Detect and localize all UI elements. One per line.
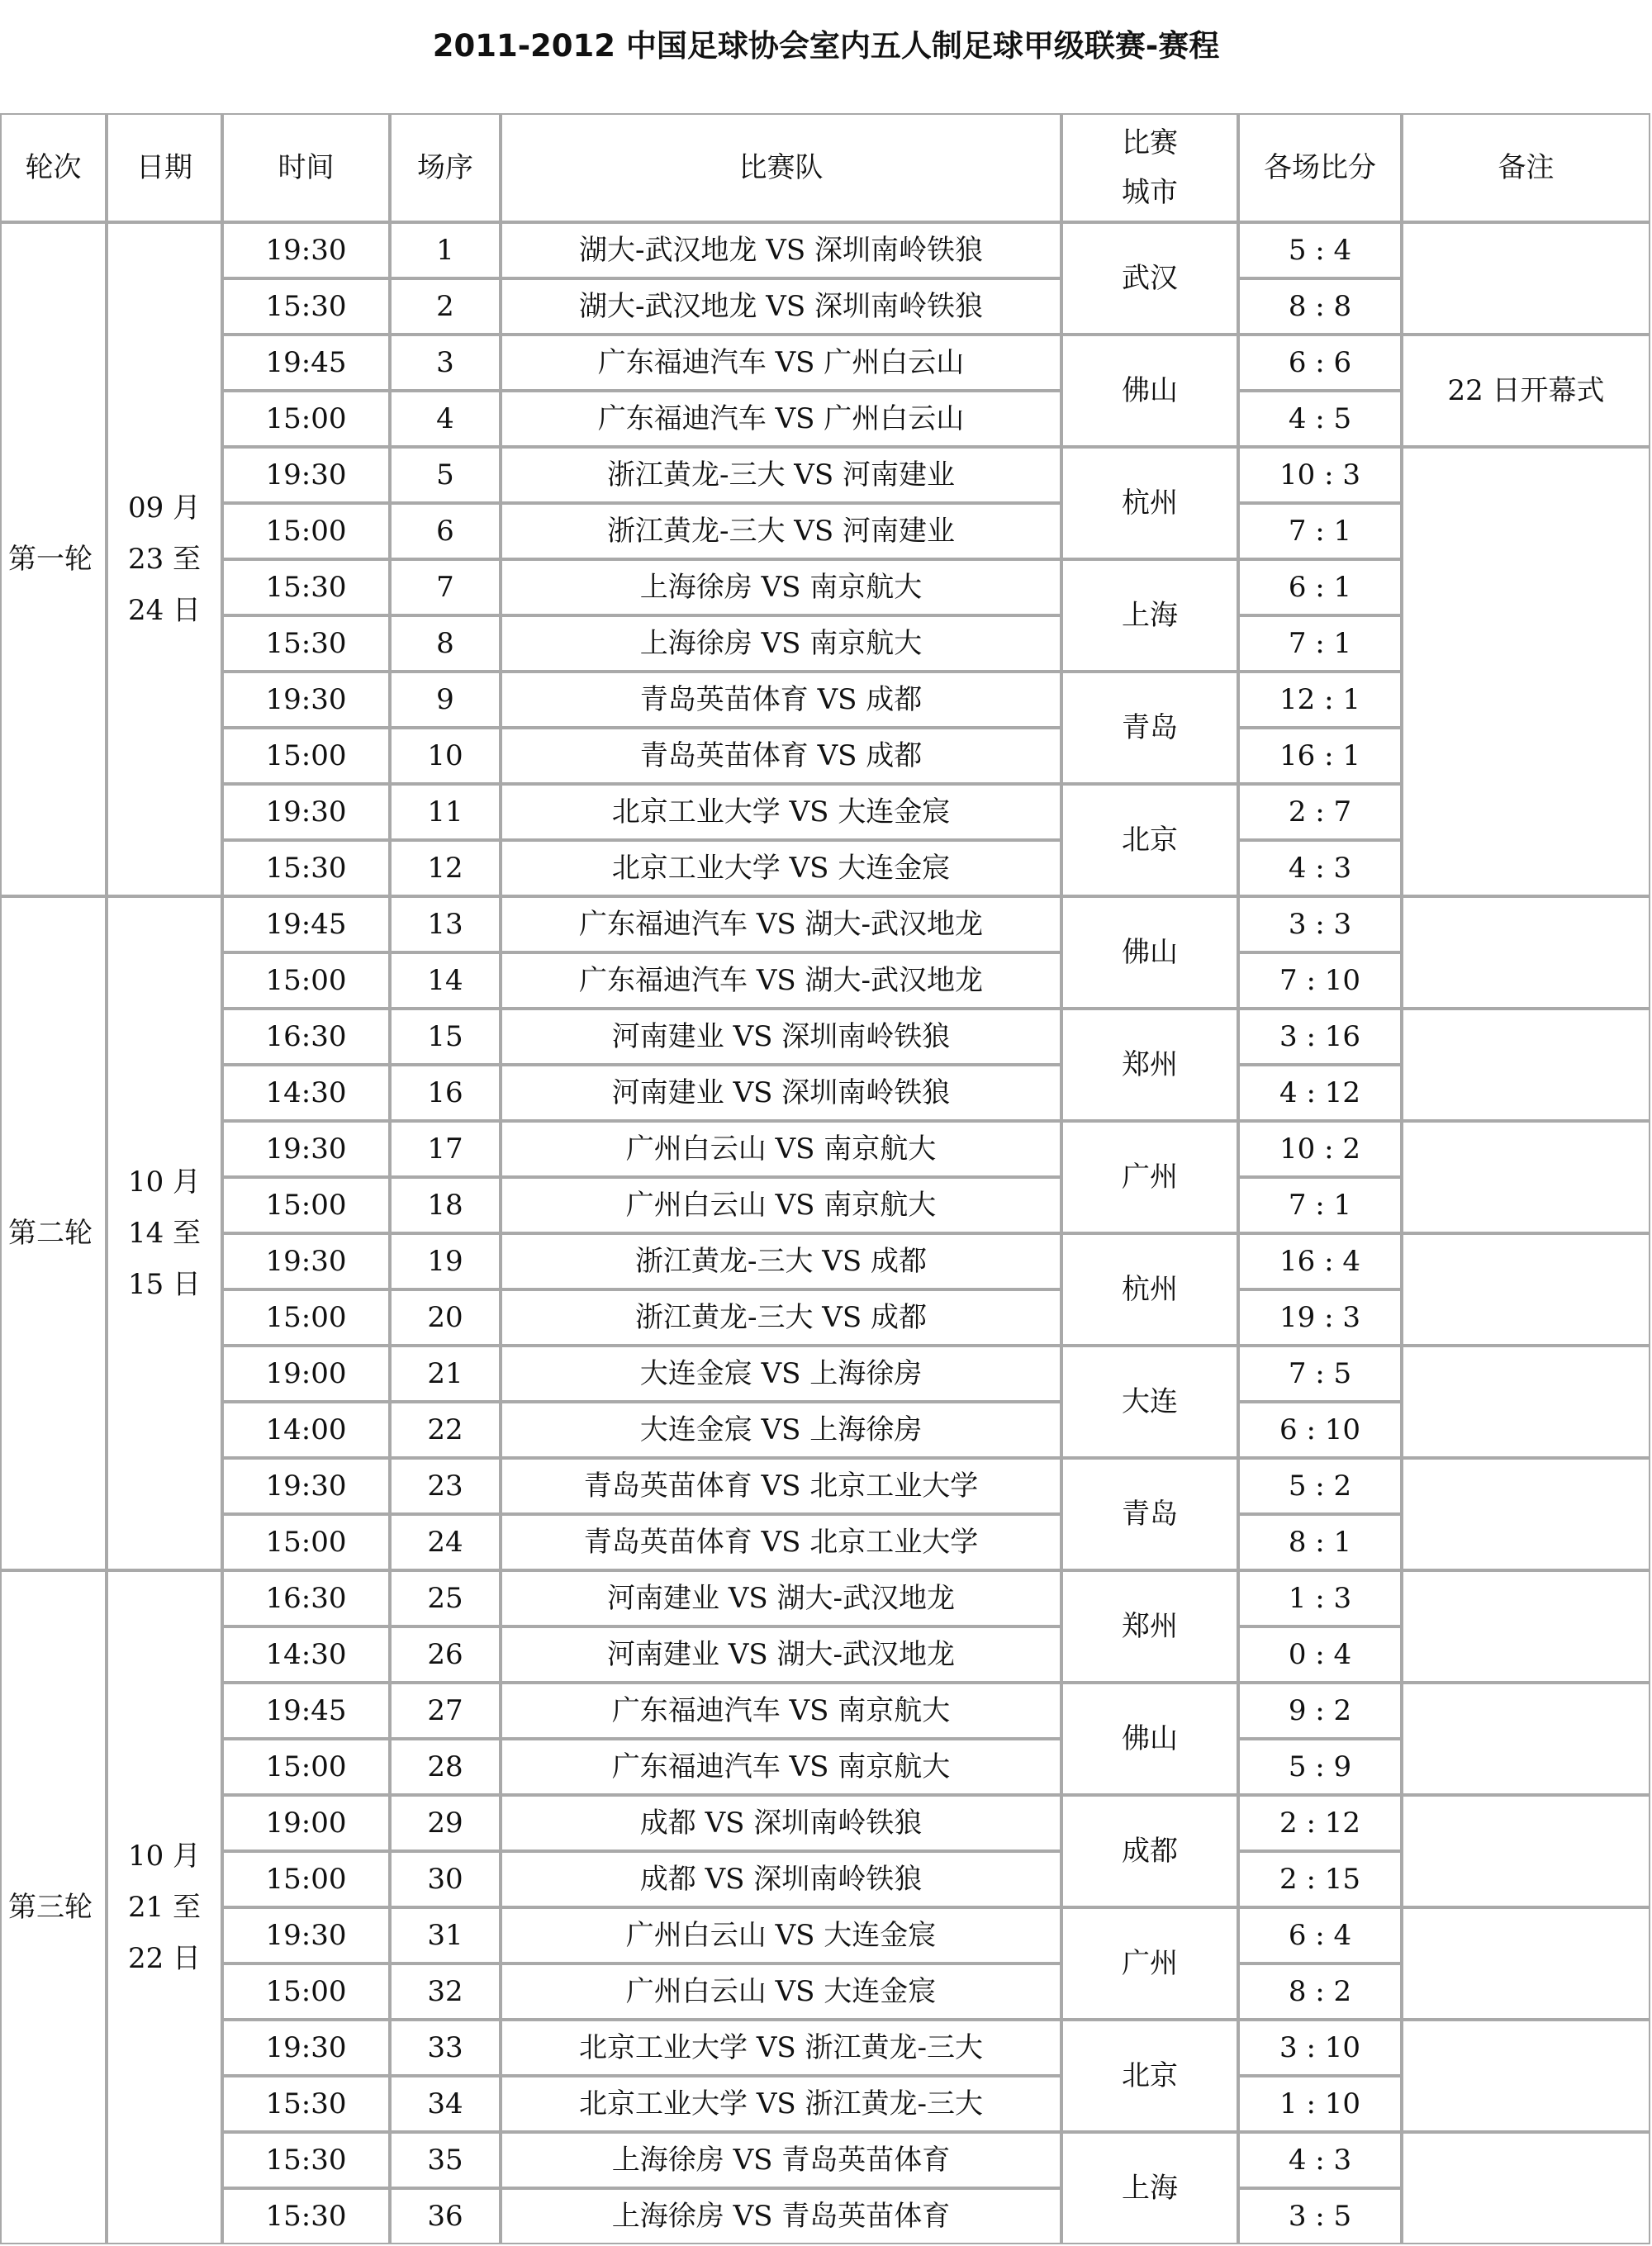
table-row: [0, 1683, 1650, 1739]
match-teams: 湖大-武汉地龙 VS 深圳南岭铁狼: [501, 278, 1061, 335]
match-seq: 11: [390, 784, 501, 840]
match-teams: 浙江黄龙-三大 VS 成都: [501, 1289, 1061, 1346]
match-teams: 北京工业大学 VS 浙江黄龙-三大: [501, 2076, 1061, 2132]
match-teams: 浙江黄龙-三大 VS 河南建业: [501, 447, 1061, 503]
match-city: 上海: [1061, 559, 1238, 672]
match-seq: 17: [390, 1121, 501, 1177]
schedule-table: [0, 113, 1650, 2244]
match-city: 上海: [1061, 2132, 1238, 2244]
match-time: 15:30: [222, 2132, 390, 2188]
match-time: 19:00: [222, 1346, 390, 1402]
match-seq: 19: [390, 1233, 501, 1289]
match-score: 1 : 10: [1238, 2076, 1402, 2132]
match-teams: 广东福迪汽车 VS 广州白云山: [501, 335, 1061, 391]
table-row: [0, 1907, 1650, 1963]
match-note: [1402, 1907, 1650, 2020]
match-seq: 28: [390, 1739, 501, 1795]
match-score: 4 : 3: [1238, 2132, 1402, 2188]
match-score: 2 : 12: [1238, 1795, 1402, 1851]
page-title: 2011-2012 中国足球协会室内五人制足球甲级联赛-赛程: [432, 28, 1220, 64]
header-date: 日期: [107, 113, 222, 222]
table-row: [0, 2020, 1650, 2076]
match-note: [1402, 896, 1650, 1009]
table-row: [0, 1121, 1650, 1177]
match-teams: 广州白云山 VS 南京航大: [501, 1177, 1061, 1233]
match-city: 郑州: [1061, 1009, 1238, 1121]
match-teams: 河南建业 VS 深圳南岭铁狼: [501, 1065, 1061, 1121]
match-score: 7 : 1: [1238, 1177, 1402, 1233]
match-teams: 大连金宸 VS 上海徐房: [501, 1346, 1061, 1402]
match-note: [1402, 2020, 1650, 2132]
match-note: [1402, 1346, 1650, 1458]
match-city: 广州: [1061, 1121, 1238, 1233]
match-city: 武汉: [1061, 222, 1238, 335]
match-seq: 23: [390, 1458, 501, 1514]
match-city: 成都: [1061, 1795, 1238, 1907]
table-row: [0, 1570, 1650, 1626]
table-row: [0, 222, 1650, 278]
match-city: 佛山: [1061, 335, 1238, 447]
match-score: 9 : 2: [1238, 1683, 1402, 1739]
match-score: 2 : 15: [1238, 1851, 1402, 1907]
match-time: 19:30: [222, 222, 390, 278]
match-seq: 9: [390, 672, 501, 728]
match-seq: 2: [390, 278, 501, 335]
match-city: 郑州: [1061, 1570, 1238, 1683]
match-seq: 25: [390, 1570, 501, 1626]
match-city: 北京: [1061, 784, 1238, 896]
table-row: [0, 2132, 1650, 2188]
round-date: 09 月 23 至 24 日: [107, 222, 222, 896]
match-time: 19:30: [222, 672, 390, 728]
match-seq: 3: [390, 335, 501, 391]
match-score: 0 : 4: [1238, 1626, 1402, 1683]
match-time: 19:30: [222, 2020, 390, 2076]
match-teams: 青岛英苗体育 VS 成都: [501, 728, 1061, 784]
match-score: 1 : 3: [1238, 1570, 1402, 1626]
match-seq: 32: [390, 1963, 501, 2020]
round-date: 10 月 14 至 15 日: [107, 896, 222, 1570]
match-time: 15:30: [222, 615, 390, 672]
match-city: 青岛: [1061, 1458, 1238, 1570]
match-score: 8 : 8: [1238, 278, 1402, 335]
match-time: 19:45: [222, 896, 390, 952]
match-city: 杭州: [1061, 447, 1238, 559]
match-score: 3 : 5: [1238, 2188, 1402, 2244]
match-time: 15:30: [222, 559, 390, 615]
match-time: 19:45: [222, 1683, 390, 1739]
match-time: 15:00: [222, 391, 390, 447]
match-time: 15:00: [222, 728, 390, 784]
match-score: 6 : 10: [1238, 1402, 1402, 1458]
match-score: 7 : 10: [1238, 952, 1402, 1009]
header-score: 各场比分: [1238, 113, 1402, 222]
header-note: 备注: [1402, 113, 1650, 222]
match-city: 青岛: [1061, 672, 1238, 784]
match-teams: 广州白云山 VS 南京航大: [501, 1121, 1061, 1177]
match-score: 8 : 2: [1238, 1963, 1402, 2020]
match-time: 19:00: [222, 1795, 390, 1851]
match-score: 7 : 1: [1238, 503, 1402, 559]
match-score: 12 : 1: [1238, 672, 1402, 728]
match-time: 19:30: [222, 1233, 390, 1289]
table-row: [0, 335, 1650, 391]
match-teams: 广州白云山 VS 大连金宸: [501, 1963, 1061, 2020]
match-teams: 青岛英苗体育 VS 北京工业大学: [501, 1514, 1061, 1570]
round-name: 第三轮: [0, 1570, 107, 2244]
match-seq: 34: [390, 2076, 501, 2132]
match-city: 北京: [1061, 2020, 1238, 2132]
match-time: 16:30: [222, 1570, 390, 1626]
match-note: [1402, 1458, 1650, 1570]
match-seq: 4: [390, 391, 501, 447]
match-score: 7 : 5: [1238, 1346, 1402, 1402]
match-note: [1402, 222, 1650, 335]
match-score: 19 : 3: [1238, 1289, 1402, 1346]
match-score: 3 : 3: [1238, 896, 1402, 952]
match-score: 6 : 4: [1238, 1907, 1402, 1963]
match-seq: 15: [390, 1009, 501, 1065]
match-note: [1402, 1570, 1650, 1683]
match-teams: 北京工业大学 VS 大连金宸: [501, 784, 1061, 840]
match-score: 2 : 7: [1238, 784, 1402, 840]
match-time: 15:00: [222, 1963, 390, 2020]
header-seq: 场序: [390, 113, 501, 222]
match-score: 5 : 4: [1238, 222, 1402, 278]
table-row: [0, 447, 1650, 503]
match-time: 15:30: [222, 278, 390, 335]
match-score: 16 : 4: [1238, 1233, 1402, 1289]
match-seq: 27: [390, 1683, 501, 1739]
match-city: 广州: [1061, 1907, 1238, 2020]
match-score: 16 : 1: [1238, 728, 1402, 784]
match-score: 3 : 16: [1238, 1009, 1402, 1065]
match-note: [1402, 1009, 1650, 1121]
match-teams: 广东福迪汽车 VS 湖大-武汉地龙: [501, 952, 1061, 1009]
match-teams: 广东福迪汽车 VS 南京航大: [501, 1683, 1061, 1739]
match-seq: 36: [390, 2188, 501, 2244]
header-city: [1061, 113, 1238, 222]
match-time: 15:00: [222, 1289, 390, 1346]
match-seq: 35: [390, 2132, 501, 2188]
match-seq: 29: [390, 1795, 501, 1851]
match-score: 4 : 3: [1238, 840, 1402, 896]
header-row: [0, 113, 1650, 222]
match-teams: 广东福迪汽车 VS 南京航大: [501, 1739, 1061, 1795]
match-seq: 33: [390, 2020, 501, 2076]
match-time: 15:30: [222, 2076, 390, 2132]
header-time: 时间: [222, 113, 390, 222]
match-note: [1402, 1795, 1650, 1907]
header-teams: 比赛队: [501, 113, 1061, 222]
match-teams: 广东福迪汽车 VS 湖大-武汉地龙: [501, 896, 1061, 952]
match-score: 6 : 6: [1238, 335, 1402, 391]
table-row: [0, 1458, 1650, 1514]
match-time: 19:30: [222, 1907, 390, 1963]
match-teams: 湖大-武汉地龙 VS 深圳南岭铁狼: [501, 222, 1061, 278]
match-note: [1402, 1233, 1650, 1346]
match-teams: 广州白云山 VS 大连金宸: [501, 1907, 1061, 1963]
match-teams: 青岛英苗体育 VS 成都: [501, 672, 1061, 728]
match-seq: 21: [390, 1346, 501, 1402]
match-seq: 31: [390, 1907, 501, 1963]
table-row: [0, 1009, 1650, 1065]
match-score: 10 : 3: [1238, 447, 1402, 503]
match-city: 大连: [1061, 1346, 1238, 1458]
match-note: [1402, 1121, 1650, 1233]
match-time: 19:30: [222, 784, 390, 840]
match-time: 15:00: [222, 1739, 390, 1795]
match-time: 15:00: [222, 952, 390, 1009]
match-teams: 上海徐房 VS 南京航大: [501, 615, 1061, 672]
match-time: 15:30: [222, 2188, 390, 2244]
match-teams: 上海徐房 VS 青岛英苗体育: [501, 2188, 1061, 2244]
match-time: 19:30: [222, 447, 390, 503]
table-row: [0, 1346, 1650, 1402]
table-row: [0, 1233, 1650, 1289]
match-teams: 浙江黄龙-三大 VS 成都: [501, 1233, 1061, 1289]
match-time: 15:00: [222, 503, 390, 559]
match-teams: 成都 VS 深圳南岭铁狼: [501, 1795, 1061, 1851]
match-teams: 青岛英苗体育 VS 北京工业大学: [501, 1458, 1061, 1514]
match-seq: 10: [390, 728, 501, 784]
match-seq: 26: [390, 1626, 501, 1683]
match-teams: 上海徐房 VS 南京航大: [501, 559, 1061, 615]
match-time: 14:30: [222, 1626, 390, 1683]
match-seq: 1: [390, 222, 501, 278]
match-teams: 河南建业 VS 深圳南岭铁狼: [501, 1009, 1061, 1065]
table-row: [0, 1795, 1650, 1851]
match-city: 佛山: [1061, 1683, 1238, 1795]
match-time: 19:30: [222, 1458, 390, 1514]
match-time: 19:30: [222, 1121, 390, 1177]
match-time: 15:30: [222, 840, 390, 896]
match-seq: 22: [390, 1402, 501, 1458]
header-city-label: 比赛城市: [1122, 126, 1178, 209]
match-teams: 北京工业大学 VS 大连金宸: [501, 840, 1061, 896]
match-seq: 5: [390, 447, 501, 503]
match-teams: 浙江黄龙-三大 VS 河南建业: [501, 503, 1061, 559]
match-seq: 14: [390, 952, 501, 1009]
match-teams: 成都 VS 深圳南岭铁狼: [501, 1851, 1061, 1907]
match-time: 15:00: [222, 1514, 390, 1570]
match-time: 15:00: [222, 1851, 390, 1907]
match-teams: 河南建业 VS 湖大-武汉地龙: [501, 1570, 1061, 1626]
match-seq: 13: [390, 896, 501, 952]
match-score: 6 : 1: [1238, 559, 1402, 615]
match-time: 14:30: [222, 1065, 390, 1121]
match-time: 14:00: [222, 1402, 390, 1458]
match-seq: 24: [390, 1514, 501, 1570]
match-score: 10 : 2: [1238, 1121, 1402, 1177]
header-round: 轮次: [0, 113, 107, 222]
match-note: [1402, 1683, 1650, 1795]
table-row: [0, 896, 1650, 952]
round-name: 第一轮: [0, 222, 107, 896]
match-seq: 16: [390, 1065, 501, 1121]
match-city: 佛山: [1061, 896, 1238, 1009]
schedule-body: [0, 222, 1650, 2244]
match-score: 3 : 10: [1238, 2020, 1402, 2076]
match-seq: 30: [390, 1851, 501, 1907]
match-score: 4 : 5: [1238, 391, 1402, 447]
match-score: 4 : 12: [1238, 1065, 1402, 1121]
match-score: 7 : 1: [1238, 615, 1402, 672]
match-teams: 大连金宸 VS 上海徐房: [501, 1402, 1061, 1458]
match-seq: 12: [390, 840, 501, 896]
match-score: 8 : 1: [1238, 1514, 1402, 1570]
match-note: [1402, 447, 1650, 896]
round-date: 10 月 21 至 22 日: [107, 1570, 222, 2244]
match-teams: 河南建业 VS 湖大-武汉地龙: [501, 1626, 1061, 1683]
match-score: 5 : 9: [1238, 1739, 1402, 1795]
match-teams: 上海徐房 VS 青岛英苗体育: [501, 2132, 1061, 2188]
match-time: 16:30: [222, 1009, 390, 1065]
match-note: 22 日开幕式: [1402, 335, 1650, 447]
match-note: [1402, 2132, 1650, 2244]
match-score: 5 : 2: [1238, 1458, 1402, 1514]
match-seq: 18: [390, 1177, 501, 1233]
match-teams: 广东福迪汽车 VS 广州白云山: [501, 391, 1061, 447]
match-seq: 7: [390, 559, 501, 615]
match-city: 杭州: [1061, 1233, 1238, 1346]
match-time: 19:45: [222, 335, 390, 391]
round-name: 第二轮: [0, 896, 107, 1570]
match-seq: 20: [390, 1289, 501, 1346]
match-seq: 6: [390, 503, 501, 559]
match-seq: 8: [390, 615, 501, 672]
match-time: 15:00: [222, 1177, 390, 1233]
match-teams: 北京工业大学 VS 浙江黄龙-三大: [501, 2020, 1061, 2076]
